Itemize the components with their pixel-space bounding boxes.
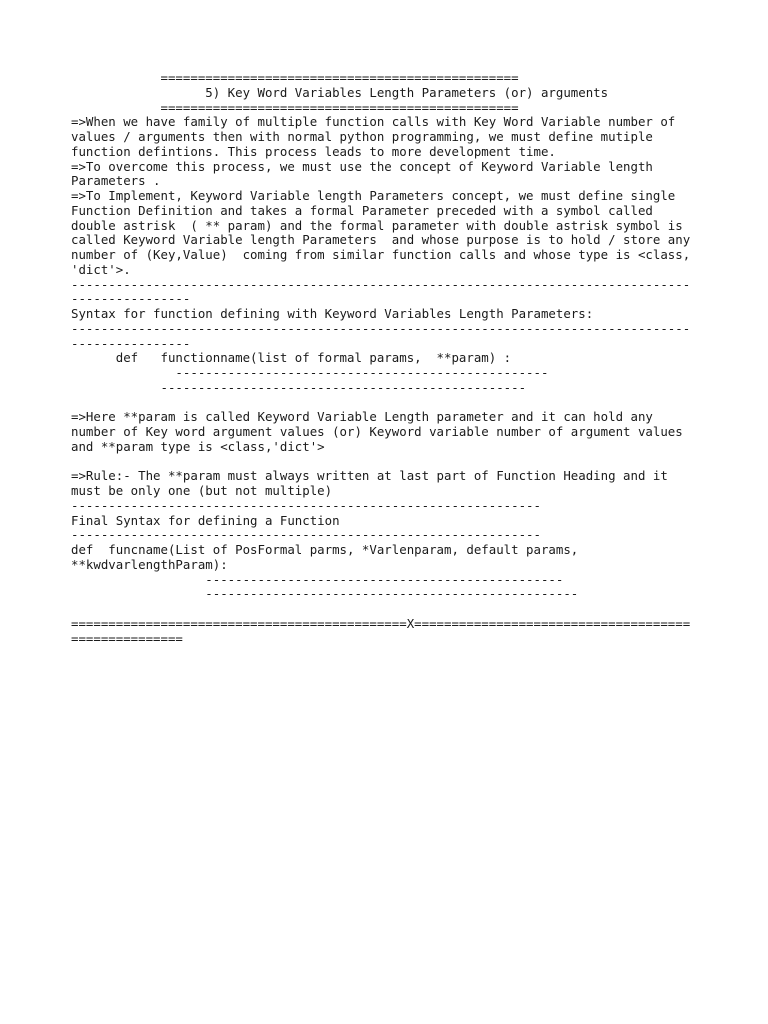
text-line: number of (Key,Value) coming from similar function calls and whose type is <class, (71, 247, 691, 262)
dash-rule: -------------------------------------------------- (71, 586, 579, 602)
end-rule: =============================================X===================================== (71, 615, 691, 631)
text-line: function defintions. This process leads to more development time. (71, 143, 556, 159)
dash-rule: ---------------- (71, 335, 191, 351)
dash-rule: ----------------------------------------------------------------------------------- (71, 276, 691, 292)
final-syntax-heading: Final Syntax for defining a Function (71, 512, 340, 528)
dash-rule: ----------------------------------------------------------------------------------- (71, 320, 691, 336)
text-line: called Keyword Variable length Parameters and whose purpose is to hold / store any (71, 232, 691, 248)
blank-line (71, 455, 711, 470)
text-line: number of Key word argument values (or) Keyword variable number of argument values (71, 424, 683, 439)
dash-rule: ---------------- (71, 291, 191, 307)
text-line: and **param type is <class,'dict'> (71, 438, 325, 454)
rule-text: must be only one (but not multiple) (71, 483, 333, 498)
code-line: def funcname(List of PosFormal parms, *Varlenparam, default params, (71, 542, 579, 557)
text-line: =>When we have family of multiple function calls with Key Word Variable number of (71, 114, 676, 130)
syntax-heading: Syntax for function defining with Keyword Variables Length Parameters: (71, 306, 594, 321)
code-line: **kwdvarlengthParam): (71, 556, 228, 572)
text-line: Parameters . (71, 173, 161, 189)
section-heading: 5) Key Word Variables Length Parameters (or) arguments (71, 84, 609, 100)
dash-rule: ------------------------------------------------- (71, 379, 527, 395)
text-line: Function Definition and takes a formal Parameter preceded with a symbol called (71, 202, 653, 218)
end-rule: =============== (71, 630, 183, 646)
dash-rule: --------------------------------------------------------------- (71, 527, 541, 543)
heading-rule-top: ================================================ (71, 70, 519, 85)
document-page (71, 71, 711, 646)
text-line: double astrisk ( ** param) and the formal parameter with double astrisk symbol is (71, 217, 683, 233)
dash-rule: ------------------------------------------------ (71, 571, 564, 587)
text-line: values / arguments then with normal python programming, we must define mutiple (71, 129, 653, 144)
text-line: =>To overcome this process, we must use the concept of Keyword Variable length (71, 158, 653, 174)
text-line: =>Here **param is called Keyword Variable Length parameter and it can hold any (71, 409, 653, 425)
rule-text: =>Rule:- The **param must always written at last part of Function Heading and it (71, 468, 668, 484)
dash-rule: --------------------------------------------------------------- (71, 497, 541, 513)
code-line: def functionname(list of formal params, **param) : (71, 350, 512, 366)
text-line: =>To Implement, Keyword Variable length Parameters concept, we must define single (71, 188, 676, 203)
dash-rule: -------------------------------------------------- (71, 365, 549, 380)
blank-line (71, 602, 711, 617)
blank-line (71, 396, 711, 411)
heading-rule-bottom: ================================================ (71, 99, 519, 115)
text-line: 'dict'>. (71, 261, 131, 277)
